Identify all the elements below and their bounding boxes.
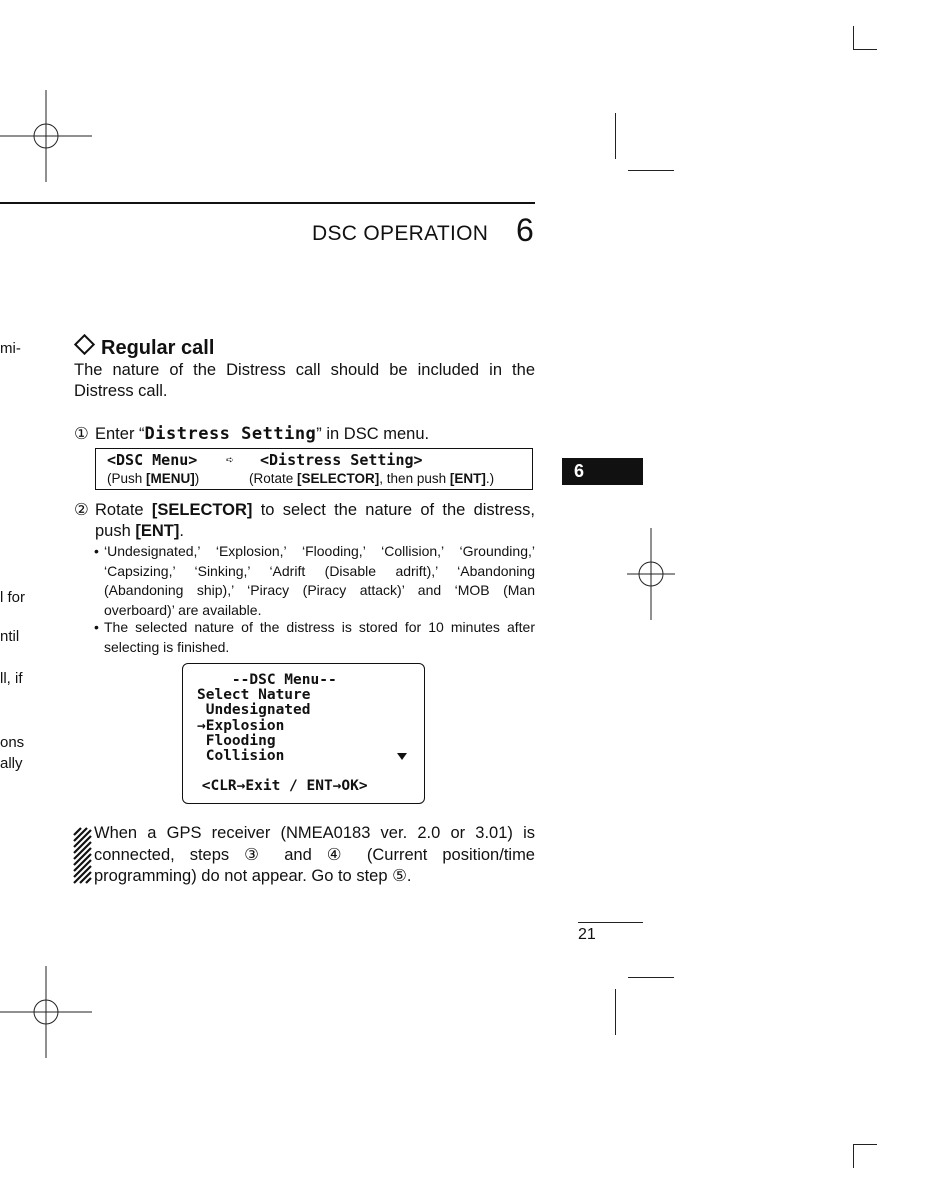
path-push-instruction: (Push [MENU]) xyxy=(107,471,200,486)
left-fragment: l for xyxy=(0,589,26,606)
header-rule xyxy=(0,202,535,204)
lcd-line: →Explosion xyxy=(197,718,285,734)
lcd-line: Flooding xyxy=(197,733,276,749)
chapter-number: 6 xyxy=(516,212,534,248)
lcd-line: Select Nature xyxy=(197,687,311,703)
trim-mark-v1 xyxy=(615,113,616,159)
left-fragment: ntil xyxy=(0,628,20,645)
running-header-title: DSC OPERATION xyxy=(312,222,489,245)
lcd-line: Collision xyxy=(197,748,285,764)
left-fragment: ll, if xyxy=(0,670,23,687)
page-number: 21 xyxy=(578,926,596,943)
step-1-number: ① xyxy=(74,425,89,443)
bullet-item: • The selected nature of the distress is stored for 10 minutes after selecting is finished. xyxy=(94,619,535,655)
bullet-item: • ‘Undesignated,’ ‘Explosion,’ ‘Flooding,’ ‘Collision,’ ‘Grounding,’ ‘Capsizing,’ ‘Sinking,’ ‘Adrift (Disable adrift),’ ‘Abandoning (Abandoning ship),’ ‘Piracy (Piracy attack)’ and ‘MOB (Man overboard)’ are available. xyxy=(94,543,535,618)
step-1-text: Enter “Distress Setting” in DSC menu. xyxy=(95,424,430,444)
path-target: <Distress Setting> xyxy=(260,451,423,469)
diamond-icon xyxy=(74,334,95,355)
registration-mark-top-left xyxy=(0,90,92,182)
left-fragment: ally xyxy=(0,755,23,772)
section-heading xyxy=(74,337,214,360)
path-menu: <DSC Menu> xyxy=(107,451,198,469)
lcd-line: --DSC Menu-- xyxy=(197,672,337,688)
path-rotate-instruction: (Rotate [SELECTOR], then push [ENT].) xyxy=(249,471,495,486)
lcd-screen xyxy=(182,663,425,804)
registration-mark-bottom-left xyxy=(0,966,92,1058)
note-text: When a GPS receiver (NMEA0183 ver. 2.0 or 3.01) is connected, steps ③ and ④ (Current position/time programming) do not appear. Go to step ⑤. xyxy=(94,824,535,885)
lcd-inline-text: Distress Setting xyxy=(144,424,317,444)
left-fragment: ons xyxy=(0,734,25,751)
step-2-number: ② xyxy=(74,501,89,519)
lcd-line: Undesignated xyxy=(197,702,311,718)
page-number-rule xyxy=(578,922,643,923)
left-fragment: mi- xyxy=(0,340,21,357)
note-icon xyxy=(72,827,92,885)
scroll-down-icon xyxy=(397,753,407,760)
lcd-line: <CLR→Exit / ENT→OK> xyxy=(193,778,368,794)
chapter-tab: 6 xyxy=(562,458,643,485)
path-arrow-icon: ➪ xyxy=(226,453,234,468)
trim-mark-v2 xyxy=(615,989,616,1035)
step-2-text: Rotate [SELECTOR] to select the nature of the distress, push [ENT]. xyxy=(95,501,535,540)
menu-path-box xyxy=(95,448,533,490)
crop-mark-top-right-h xyxy=(853,49,877,50)
crop-mark-bottom-right-v xyxy=(853,1144,854,1168)
section-heading-text: Regular call xyxy=(101,337,215,359)
trim-mark-h2 xyxy=(628,977,674,978)
crop-mark-top-right-v xyxy=(853,26,854,50)
trim-mark-h1 xyxy=(628,170,674,171)
registration-mark-right xyxy=(605,528,697,620)
section-intro: The nature of the Distress call should be included in the Distress call. xyxy=(74,361,535,400)
crop-mark-bottom-right-h xyxy=(853,1144,877,1145)
